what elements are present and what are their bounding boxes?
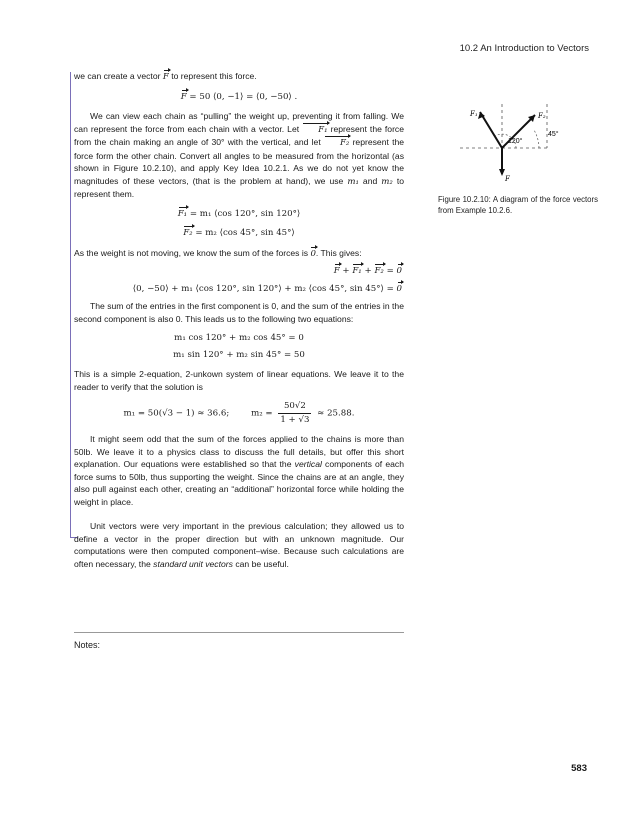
paragraph-intro: we can create a vector F to represent this force. — [74, 71, 257, 82]
paragraph-unit-vectors: Unit vectors were very important in the previous calculation; they allowed us to define a vector in the proper direction but with an unknown magnitude. Our computations were then computed component–wise. Because such calculations are often necessary, the standard unit vectors can be useful. — [74, 521, 404, 569]
equation-force-sum: F + F₁ + F₂ = 0 — [333, 266, 402, 276]
page-number: 583 — [571, 763, 587, 774]
paragraph-chains: We can view each chain as “pulling” the weight up, preventing it from falling. We can represent the force from each chain with a vector. Let F₁ represent the force from the chain making an angle of 30° with the vertical, and let F₂ represent the force form the other chain. Convert all angles to be measured from the horizontal (as shown in Figure 10.2.10), and apply Key Idea 10.2.1. As we do not yet know the magnitudes of these vectors, (that is the problem at hand), we use m₁ and m₂ to represent them. — [74, 111, 405, 199]
paragraph-solve: This is a simple 2-equation, 2-unkown system of linear equations. We leave it to the reader to verify that the solution is — [74, 369, 404, 392]
label-F: F — [505, 175, 510, 183]
label-F1: F₁ — [470, 110, 478, 118]
running-header: 10.2 An Introduction to Vectors — [459, 43, 589, 54]
example-margin-bar — [70, 72, 71, 537]
label-F2: F₂ — [538, 112, 546, 120]
main-column — [74, 70, 404, 570]
equation-system-2: m₁ sin 120° + m₂ sin 45° = 50 — [173, 349, 305, 360]
figure-caption: Figure 10.2.10: A diagram of the force vectors from Example 10.2.6. — [438, 195, 598, 215]
paragraph-explanation: It might seem odd that the sum of the forces applied to the chains is more than 50lb. We leave it to a physics class to discuss the full details, but offer this short explanation. Our equations were established so that the vertical components of each force sums to 50lb, thus supporting the weight. Since the chains are at an angle, they also pull against each other, creating an “additional” horizontal force while holding the weight in place. — [74, 434, 404, 507]
equation-F: F = 50 ⟨0, −1⟩ = ⟨0, −50⟩ . — [180, 91, 298, 102]
angle-label-120: 120° — [508, 138, 523, 145]
equation-F2: F₂ = m₂ ⟨cos 45°, sin 45°⟩ — [183, 228, 295, 238]
equation-F1: F₁ = m₁ ⟨cos 120°, sin 120°⟩ — [177, 208, 301, 219]
equation-system-1: m₁ cos 120° + m₂ cos 45° = 0 — [174, 333, 304, 343]
angle-45-arc — [534, 130, 539, 148]
notes-divider — [74, 632, 404, 633]
equation-force-sum-expanded: ⟨0, −50⟩ + m₁ ⟨cos 120°, sin 120°⟩ + m₂ ⟨cos 45°, sin 45°⟩ = 0 — [132, 283, 402, 294]
equation-solution: m₁ = 50(√3 − 1) ≈ 36.6; m₂ = $\frac{50√2}{1 + √3}$ ≈ 25.88. — [123, 401, 355, 425]
paragraph-sum: As the weight is not moving, we know the sum of the forces is 0. This gives: — [74, 247, 362, 259]
angle-label-45: 45° — [548, 131, 559, 138]
notes-label: Notes: — [74, 640, 101, 650]
force-diagram — [430, 86, 610, 206]
vector-F1 — [480, 112, 502, 148]
paragraph-components: The sum of the entries in the first component is 0, and the sum of the entries in the second component is also 0. This leads us to the following two equations: — [74, 301, 404, 324]
